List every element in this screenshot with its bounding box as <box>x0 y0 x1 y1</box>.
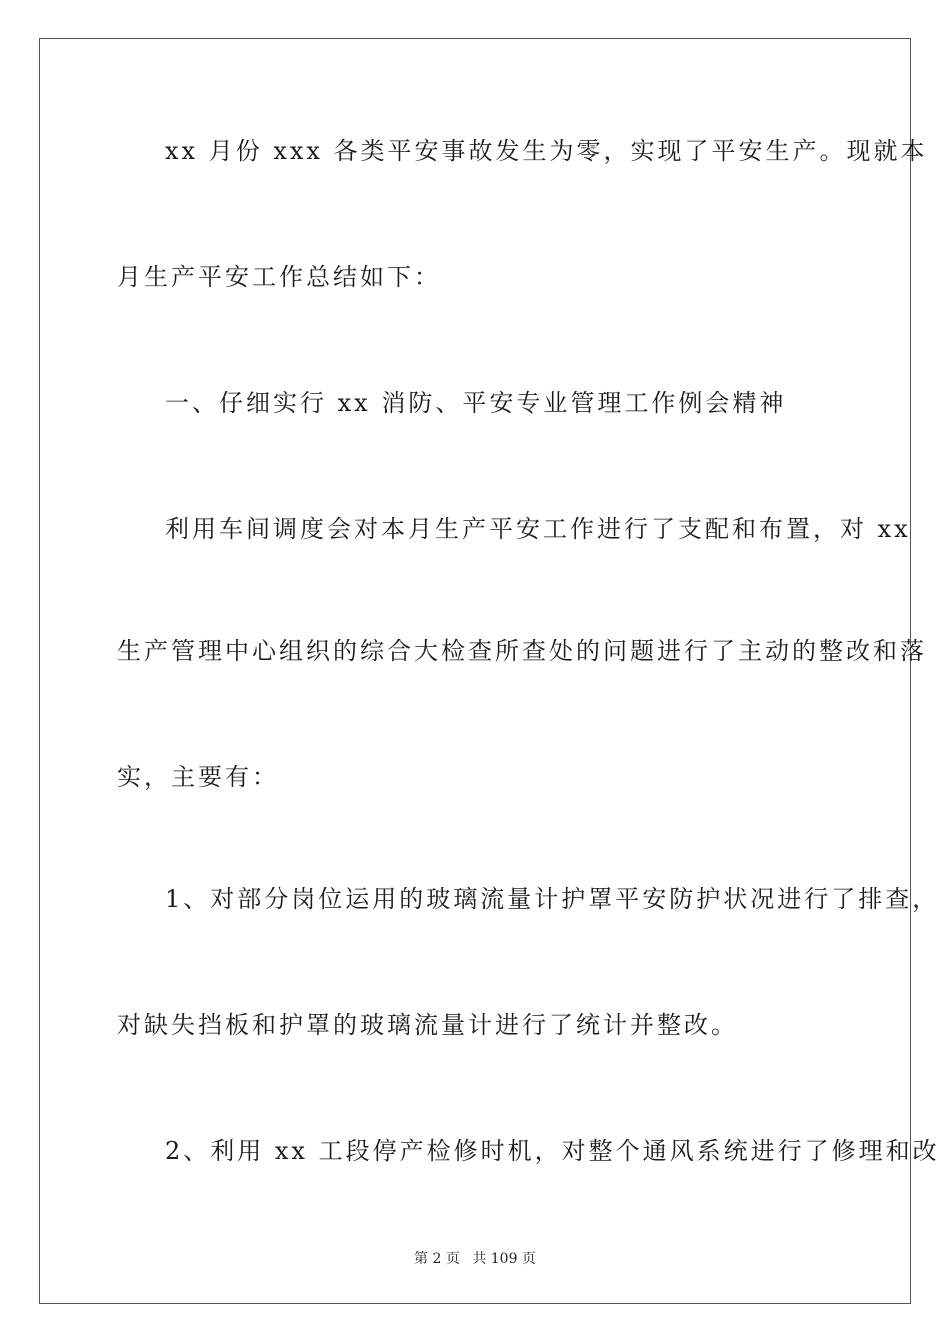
paragraph-line: xx 月份 xxx 各类平安事故发生为零，实现了平安生产。现就本 <box>165 137 928 165</box>
page-total: 共 109 页 <box>472 1251 536 1267</box>
paragraph-line: 生产管理中心组织的综合大检查所查处的问题进行了主动的整改和落 <box>117 637 927 665</box>
list-item-line: 对缺失挡板和护罩的玻璃流量计进行了统计并整改。 <box>117 1011 738 1039</box>
list-item-line: 2、利用 xx 工段停产检修时机，对整个通风系统进行了修理和改 <box>165 1137 940 1165</box>
page-footer <box>0 1248 950 1268</box>
list-item-line: 1、对部分岗位运用的玻璃流量计护罩平安防护状况进行了排查， <box>165 885 940 913</box>
page-border <box>39 38 940 1304</box>
paragraph-line: 实，主要有： <box>117 763 279 791</box>
page-number: 第 2 页 <box>414 1251 460 1267</box>
section-heading: 一、仔细实行 xx 消防、平安专业管理工作例会精神 <box>165 389 787 417</box>
paragraph-line: 利用车间调度会对本月生产平安工作进行了支配和布置，对 xx <box>165 515 911 543</box>
paragraph-line: 月生产平安工作总结如下： <box>117 263 441 291</box>
